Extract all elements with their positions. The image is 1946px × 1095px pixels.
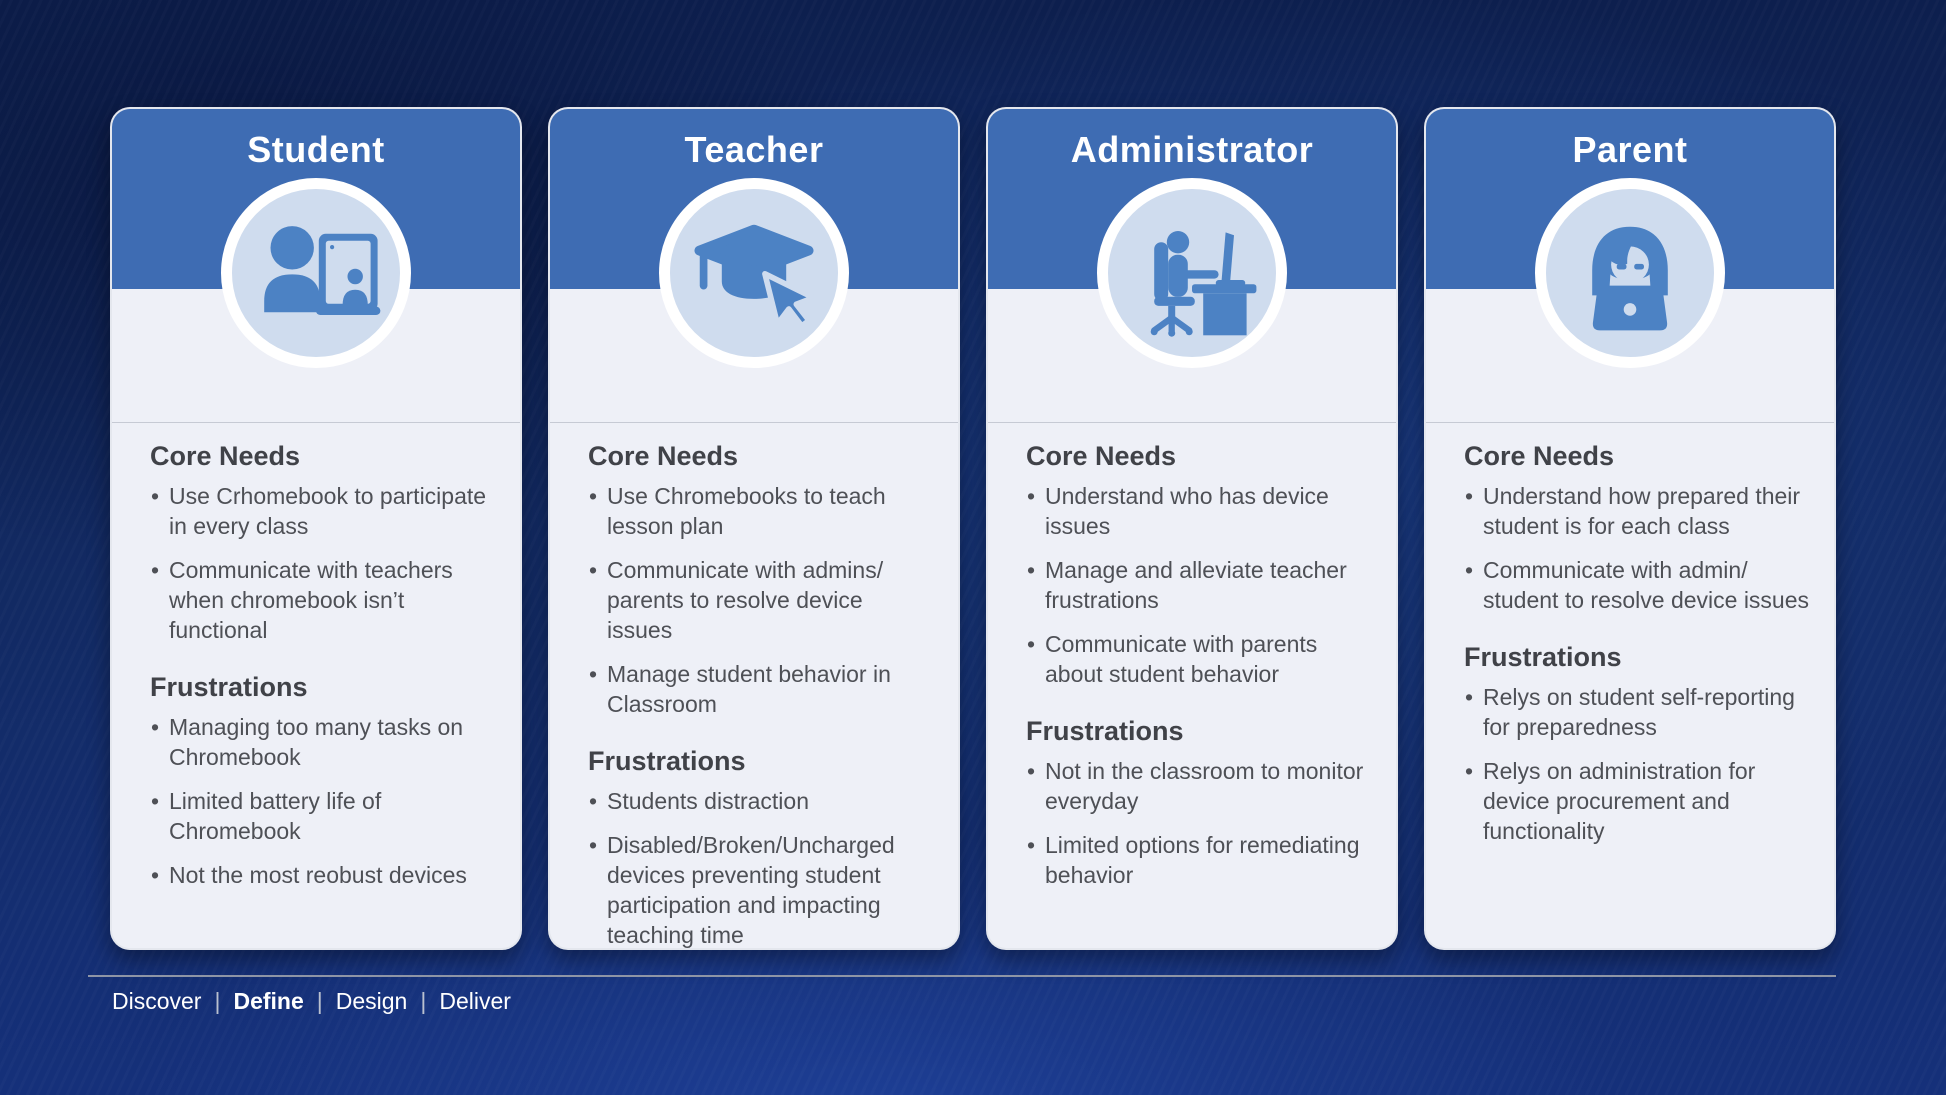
card-title: Teacher	[684, 129, 824, 170]
card-divider	[1426, 422, 1834, 423]
card-content	[588, 441, 934, 950]
core-needs-heading: Core Needs	[1464, 441, 1615, 471]
footer-divider-line	[88, 975, 1836, 977]
card-title: Student	[247, 129, 385, 170]
card-content	[1464, 441, 1810, 860]
persona-card-teacher	[548, 107, 960, 950]
frustrations-heading: Frustrations	[588, 746, 746, 776]
icon-circle	[1097, 178, 1287, 368]
frustration-item: • Not in the classroom to monitor everyday	[1026, 756, 1372, 816]
card-title: Parent	[1572, 129, 1688, 170]
core-need-item: • Understand how prepared their student is for each class	[1464, 481, 1810, 541]
process-breadcrumb	[112, 988, 511, 1015]
frustration-item: • Limited battery life of Chromebook	[150, 786, 496, 846]
breadcrumb-item-discover: Discover	[112, 988, 202, 1014]
breadcrumb-separator: |	[214, 988, 221, 1014]
breadcrumb-item-define: Define	[233, 988, 304, 1014]
frustration-item: • Relys on student self-reporting for preparedness	[1464, 682, 1810, 742]
core-need-item: • Manage student behavior in Classroom	[588, 659, 934, 719]
core-needs-heading: Core Needs	[588, 441, 739, 471]
core-needs-heading: Core Needs	[1026, 441, 1177, 471]
breadcrumb-item-design: Design	[335, 988, 408, 1014]
icon-circle	[221, 178, 411, 368]
card-content	[1026, 441, 1372, 904]
frustration-item: • Limited options for remediating behavior	[1026, 830, 1372, 890]
breadcrumb-separator: |	[316, 988, 323, 1014]
frustration-item: • Relys on administration for device procurement and functionality	[1464, 756, 1810, 846]
card-title: Administrator	[1070, 129, 1314, 170]
breadcrumb-item-deliver: Deliver	[439, 988, 511, 1014]
icon-circle	[659, 178, 849, 368]
frustration-item: • Not the most reobust devices	[150, 860, 496, 890]
core-need-item: • Use Crhomebook to participate in every class	[150, 481, 496, 541]
persona-card-student	[110, 107, 522, 950]
core-need-item: • Understand who has device issues	[1026, 481, 1372, 541]
core-need-item: • Manage and alleviate teacher frustrations	[1026, 555, 1372, 615]
frustration-item: • Disabled/Broken/Uncharged devices preventing student participation and impacting teaching time	[588, 830, 934, 950]
parent-laptop-icon	[1560, 203, 1700, 343]
core-need-item: • Communicate with parents about student behavior	[1026, 629, 1372, 689]
graduation-cap-cursor-icon	[684, 203, 824, 343]
core-need-item: • Communicate with teachers when chromebook isn’t functional	[150, 555, 496, 645]
frustration-item: • Managing too many tasks on Chromebook	[150, 712, 496, 772]
frustration-item: • Students distraction	[588, 786, 934, 816]
persona-card-parent	[1424, 107, 1836, 950]
persona-cards-row	[110, 107, 1836, 950]
admin-at-desk-icon	[1122, 203, 1262, 343]
core-need-item: • Communicate with admin/ student to resolve device issues	[1464, 555, 1810, 615]
core-need-item: • Use Chromebooks to teach lesson plan	[588, 481, 934, 541]
core-needs-heading: Core Needs	[150, 441, 301, 471]
card-divider	[550, 422, 958, 423]
frustrations-heading: Frustrations	[1464, 642, 1622, 672]
card-content	[150, 441, 496, 904]
icon-circle	[1535, 178, 1725, 368]
breadcrumb-separator: |	[420, 988, 427, 1014]
persona-card-administrator	[986, 107, 1398, 950]
card-divider	[112, 422, 520, 423]
student-video-call-icon	[246, 203, 386, 343]
core-need-item: • Communicate with admins/ parents to resolve device issues	[588, 555, 934, 645]
frustrations-heading: Frustrations	[150, 672, 308, 702]
frustrations-heading: Frustrations	[1026, 716, 1184, 746]
card-divider	[988, 422, 1396, 423]
